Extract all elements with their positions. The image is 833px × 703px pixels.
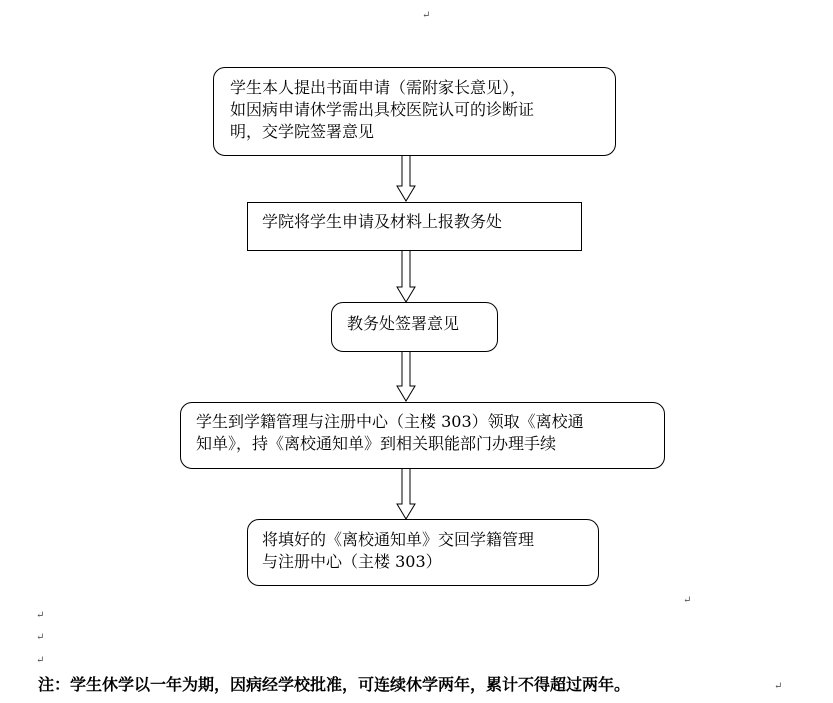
paragraph-mark-left-2: ↵	[36, 632, 45, 643]
flow-step-3-text: 教务处签署意见	[347, 314, 460, 333]
flow-step-5-text: 将填好的《离校通知单》交回学籍管理 与注册中心（主楼 303）	[262, 530, 535, 571]
paragraph-mark-right: ↵	[683, 595, 692, 606]
flow-arrow-4	[396, 469, 416, 520]
flow-step-4-text: 学生到学籍管理与注册中心（主楼 303）领取《离校通 知单》，持《离校通知单》到相关职能部门办理手续	[196, 412, 584, 453]
paragraph-mark-left-3: ↵	[36, 655, 45, 666]
footnote: 注：学生休学以一年为期，因病经学校批准，可连续休学两年，累计不得超过两年。	[38, 675, 631, 694]
paragraph-mark-left-1: ↵	[36, 610, 45, 621]
flow-arrow-2	[396, 251, 416, 303]
flow-step-2-text: 学院将学生申请及材料上报教务处	[262, 212, 503, 231]
paragraph-mark-note-end: ↵	[774, 681, 783, 692]
flow-arrow-3	[396, 352, 416, 402]
paragraph-mark-top: ↵	[422, 10, 431, 21]
flow-arrow-1	[396, 156, 416, 202]
flow-step-1-text: 学生本人提出书面申请（需附家长意见）， 如因病申请休学需出具校医院认可的诊断证 明，交学院签署意见	[230, 78, 535, 141]
